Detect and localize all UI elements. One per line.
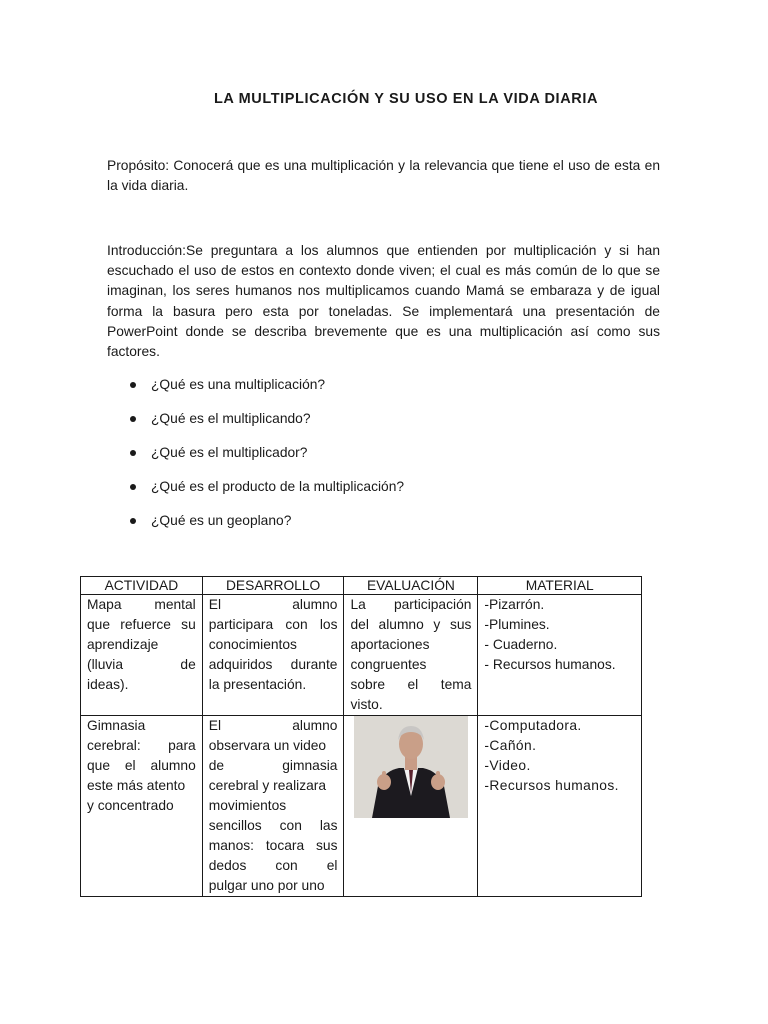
cell-line: La participación [350, 597, 472, 612]
header-evaluacion: EVALUACIÓN [344, 577, 478, 595]
cell-line: y concentrado [87, 798, 174, 813]
cell-line: Gimnasia [87, 718, 146, 733]
list-item [130, 409, 404, 443]
cell-evaluacion-image [344, 716, 478, 897]
cell-material [478, 595, 642, 716]
cell-line: -Cañón. [484, 738, 537, 753]
bullet-icon [130, 382, 136, 388]
question-text: ¿Qué es el producto de la multiplicación? [151, 479, 405, 494]
header-material: MATERIAL [478, 577, 642, 595]
cell-material [478, 716, 642, 897]
cell-line: El alumno [208, 597, 338, 612]
cell-line: observara un video [208, 738, 327, 753]
cell-line: conocimientos [208, 637, 297, 652]
question-text: ¿Qué es una multiplicación? [151, 377, 326, 392]
cell-line: manos: tocara sus [208, 838, 338, 853]
cell-line: sencillos con las [208, 818, 338, 833]
cell-line: de gimnasia [208, 758, 338, 773]
cell-line: participara con los [208, 617, 338, 632]
cell-line: congruentes [350, 657, 427, 672]
cell-line: aprendizaje [87, 637, 159, 652]
cell-desarrollo [202, 595, 344, 716]
cell-line: que el alumno [87, 758, 196, 773]
cell-line: visto. [350, 697, 383, 712]
page-title: LA MULTIPLICACIÓN Y SU USO EN LA VIDA DIARIA [213, 91, 599, 107]
cell-line: que refuerce su [87, 617, 196, 632]
list-item [130, 511, 404, 545]
activities-table [80, 576, 642, 897]
list-item [130, 477, 404, 511]
question-text: ¿Qué es un geoplano? [151, 513, 292, 528]
cell-line: dedos con el [208, 858, 338, 873]
cell-actividad [81, 595, 203, 716]
bullet-icon [130, 518, 136, 524]
man-in-suit-photo-icon [354, 716, 468, 818]
table-row [81, 595, 642, 716]
table-row [81, 716, 642, 897]
cell-line: -Pizarrón. [484, 597, 545, 612]
cell-desarrollo [202, 716, 344, 897]
header-desarrollo: DESARROLLO [202, 577, 344, 595]
purpose-paragraph: Propósito: Conocerá que es una multiplicación y la relevancia que tiene el uso de esta en la vida diaria. [107, 158, 660, 194]
bullet-icon [130, 450, 136, 456]
cell-line: El alumno [208, 718, 338, 733]
cell-line: este más atento [87, 778, 186, 793]
cell-line: - Recursos humanos. [484, 657, 616, 672]
bullet-icon [130, 484, 136, 490]
cell-line: aportaciones [350, 637, 430, 652]
cell-evaluacion [344, 595, 478, 716]
list-item [130, 375, 404, 409]
cell-line: - Cuaderno. [484, 637, 558, 652]
cell-line: pulgar uno por uno [208, 878, 325, 893]
cell-line: -Video. [484, 758, 531, 773]
cell-line: -Computadora. [484, 718, 582, 733]
cell-line: -Plumines. [484, 617, 550, 632]
cell-line: cerebral y realizara [208, 778, 327, 793]
question-list [130, 375, 404, 545]
cell-line: adquiridos durante [208, 657, 338, 672]
cell-line: Mapa mental [87, 597, 196, 612]
man-in-suit-photo [354, 716, 468, 818]
cell-line: cerebral: para [87, 738, 196, 753]
header-actividad: ACTIVIDAD [81, 577, 203, 595]
cell-line: sobre el tema [350, 677, 472, 692]
table-header-row [81, 577, 642, 595]
cell-line: movimientos [208, 798, 287, 813]
question-text: ¿Qué es el multiplicador? [151, 445, 308, 460]
cell-actividad [81, 716, 203, 897]
cell-line: del alumno y sus [350, 617, 472, 632]
cell-line: la presentación. [208, 677, 307, 692]
cell-line: -Recursos humanos. [484, 778, 619, 793]
list-item [130, 443, 404, 477]
cell-line: (lluvia de [87, 657, 196, 672]
introduction-paragraph: Introducción:Se preguntara a los alumnos que entienden por multiplicación y si han escuchado el uso de estos en contexto donde viven; el cual es más común de lo que se imaginan, los seres humanos nos multiplicamos cuando Mamá se embaraza y de igual forma la basura pero esta por toneladas. Se implementará una presentación de PowerPoint donde se describa brevemente que es una multiplicación así como sus factores. [107, 243, 660, 360]
question-text: ¿Qué es el multiplicando? [151, 411, 311, 426]
bullet-icon [130, 416, 136, 422]
cell-line: ideas). [87, 677, 129, 692]
